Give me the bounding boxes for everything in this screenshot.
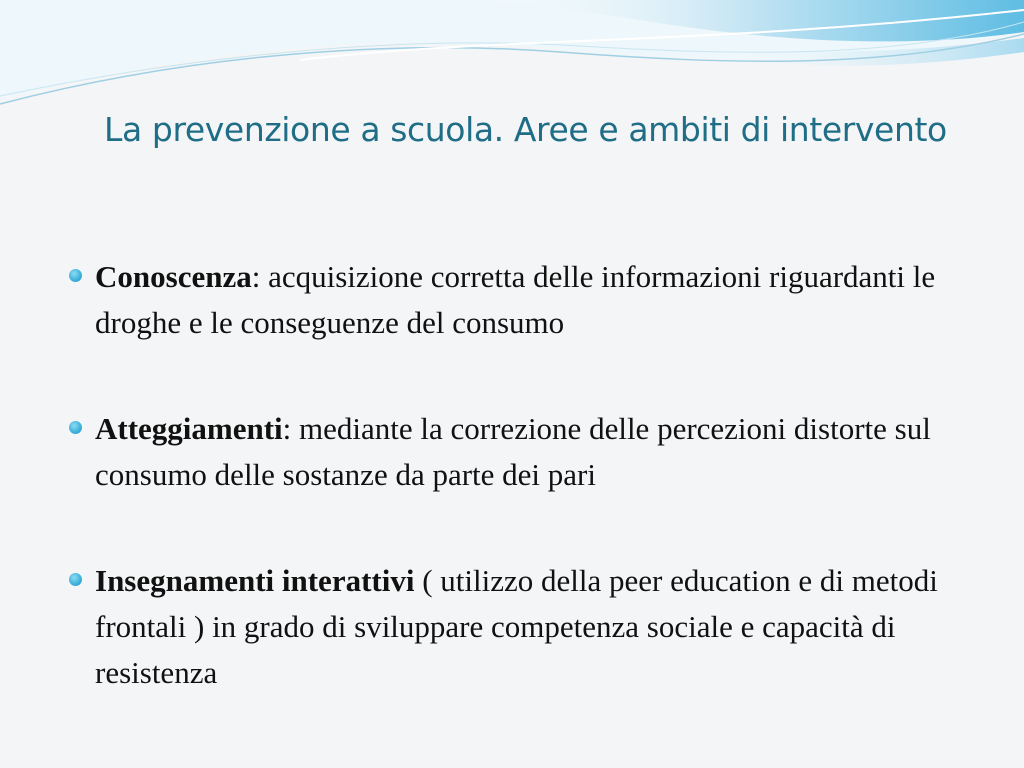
bullet-text: ( utilizzo della peer education e di metodi frontali ) in grado di sviluppare competenza sociale e capacità di resistenza — [95, 563, 938, 690]
bullet-dot-icon — [69, 269, 82, 282]
bullet-term: Conoscenza — [95, 259, 252, 294]
slide-title: La prevenzione a scuola. Aree e ambiti di intervento — [104, 110, 947, 149]
bullet-term: Insegnamenti interattivi — [95, 563, 415, 598]
bullet-item-insegnamenti — [64, 558, 984, 696]
bullet-text: : acquisizione corretta delle informazioni riguardanti le droghe e le conseguenze del consumo — [95, 259, 936, 340]
bullet-item-atteggiamenti — [64, 406, 984, 498]
bullet-dot-icon — [69, 421, 82, 434]
bullet-dot-icon — [69, 573, 82, 586]
bullet-text: : mediante la correzione delle percezioni distorte sul consumo delle sostanze da parte dei pari — [95, 411, 931, 492]
bullet-term: Atteggiamenti — [95, 411, 283, 446]
bullet-list — [64, 254, 984, 696]
bullet-item-conoscenza — [64, 254, 984, 346]
